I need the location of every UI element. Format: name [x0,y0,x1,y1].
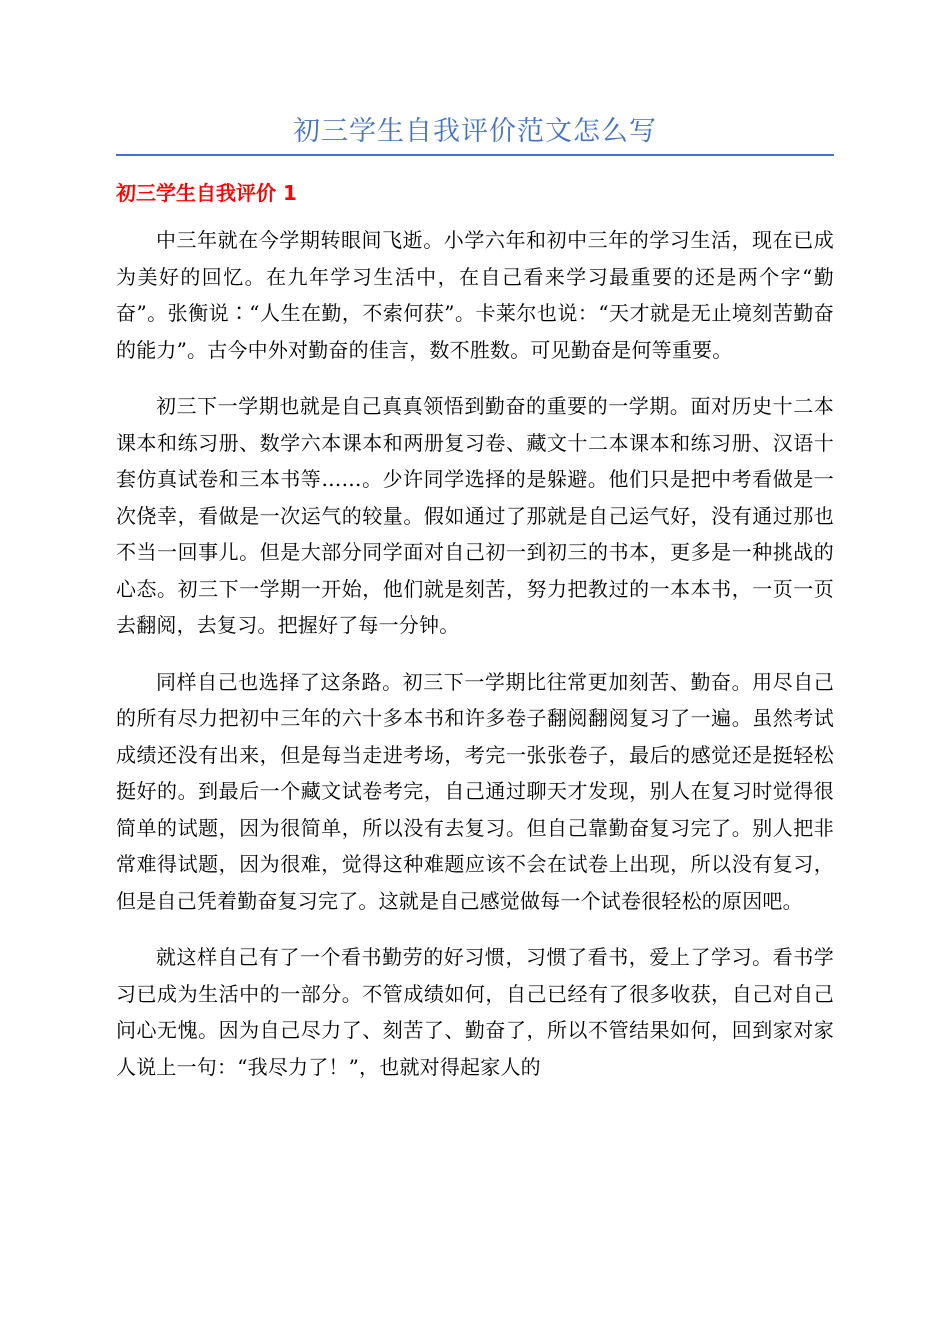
document-title: 初三学生自我评价范文怎么写 [293,116,657,147]
section-heading: 初三学生自我评价 1 [116,181,297,205]
paragraph-2: 初三下一学期也就是自己真真领悟到勤奋的重要的一学期。面对历史十二本课本和练习册、数学六本课本和两册复习卷、藏文十二本课本和练习册、汉语十套仿真试卷和三本书等……。少许同学选择的是躲避。他们只是把中考看做是一次侥幸，看做是一次运气的较量。假如通过了那就是自己运气好，没有通过那也不当一回事儿。但是大部分同学面对自己初一到初三的书本，更多是一种挑战的心态。初三下一学期一开始，他们就是刻苦，努力把教过的一本本书，一页一页去翻阅，去复习。把握好了每一分钟。 [116,394,834,637]
paragraph-3: 同样自己也选择了这条路。初三下一学期比往常更加刻苦、勤奋。用尽自己的所有尽力把初中三年的六十多本书和许多卷子翻阅翻阅复习了一遍。虽然考试成绩还没有出来，但是每当走进考场，考完一张张卷子，最后的感觉还是挺轻松挺好的。到最后一个藏文试卷考完，自己通过聊天才发现，别人在复习时觉得很简单的试题，因为很简单，所以没有去复习。但自己靠勤奋复习完了。别人把非常难得试题，因为很难，觉得这种难题应该不会在试卷上出现，所以没有复习，但是自己凭着勤奋复习完了。这就是自己感觉做每一个试卷很轻松的原因吧。 [116,669,834,913]
title-divider [116,154,834,156]
document-body [116,222,834,1105]
paragraph-1: 中三年就在今学期转眼间飞逝。小学六年和初中三年的学习生活，现在已成为美好的回忆。在九年学习生活中，在自己看来学习最重要的还是两个字“勤奋”。张衡说∶“人生在勤，不索何获”。卡莱尔也说：“天才就是无止境刻苦勤奋的能力”。古今中外对勤奋的佳言，数不胜数。可见勤奋是何等重要。 [116,228,834,362]
paragraph-4: 就这样自己有了一个看书勤劳的好习惯，习惯了看书，爱上了学习。看书学习已成为生活中的一部分。不管成绩如何，自己已经有了很多收获，自己对自己问心无愧。因为自己尽力了、刻苦了、勤奋了，所以不管结果如何，回到家对家人说上一句：“我尽力了！”，也就对得起家人的 [116,945,834,1079]
